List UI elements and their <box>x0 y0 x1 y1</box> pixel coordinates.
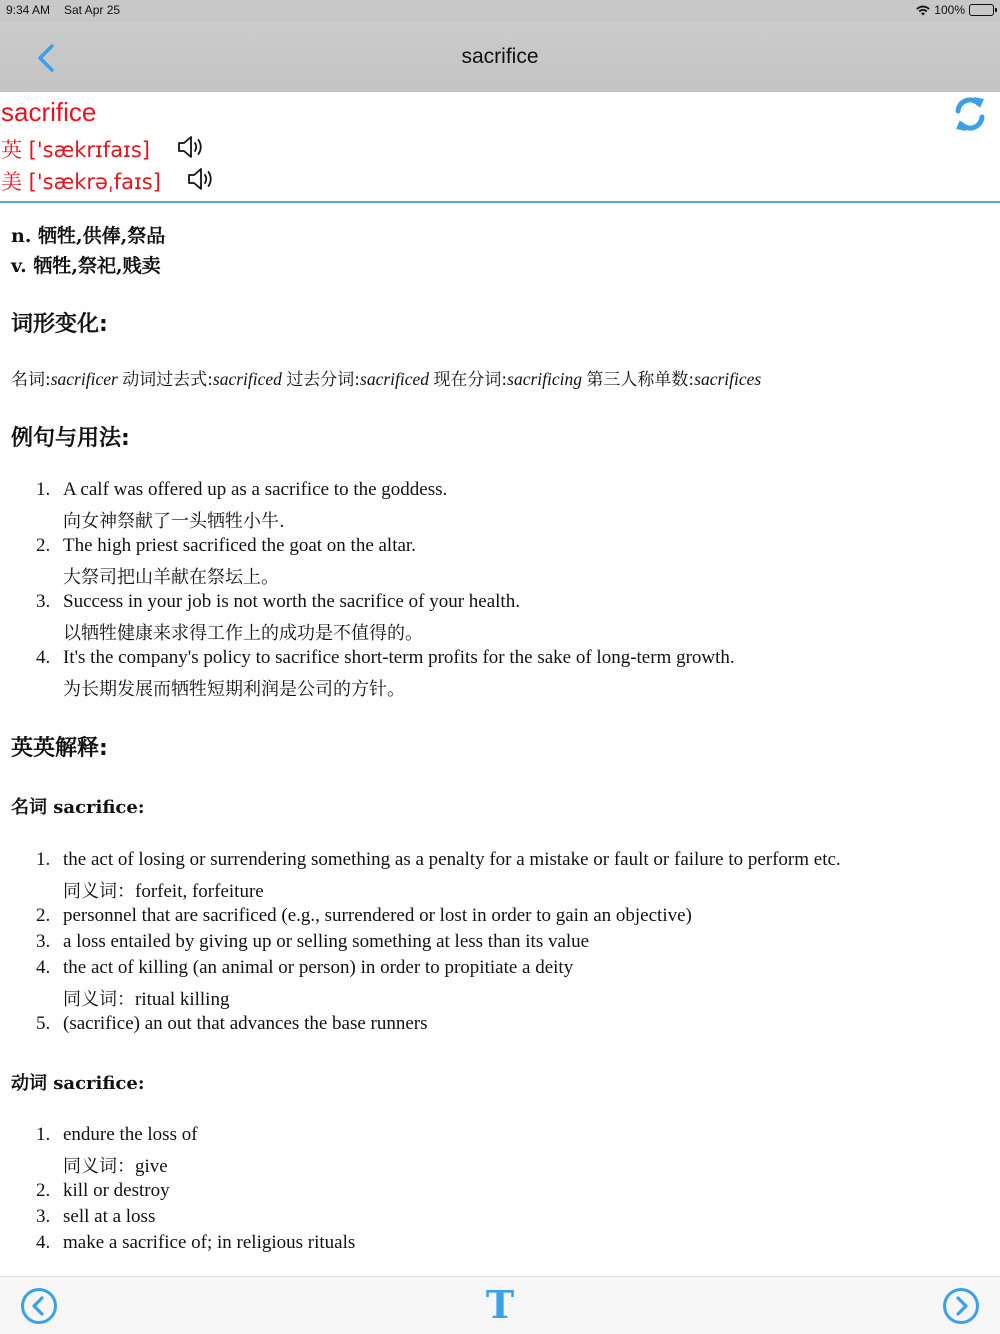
status-right <box>916 3 994 17</box>
example-zh: 为长期发展而牺牲短期利润是公司的方针。 <box>63 679 405 700</box>
headword: sacrifice <box>1 97 97 127</box>
example-en: A calf was offered up as a sacrifice to the goddess. <box>63 479 448 500</box>
form-label: 过去分词: <box>286 370 361 390</box>
sense-text: (sacrifice) an out that advances the base runners <box>63 1013 428 1034</box>
sense-text: endure the loss of <box>63 1124 198 1145</box>
verb-sense <box>36 1180 170 1202</box>
sense-text: personnel that are sacrificed (e.g., surrendered or lost in order to gain an objective) <box>63 905 692 926</box>
word-forms <box>11 365 761 390</box>
form-value: sacrifices <box>694 369 762 389</box>
example-en: It's the company's policy to sacrifice short-term profits for the sake of long-term growth. <box>63 647 735 668</box>
text-size-button[interactable]: T <box>485 1282 515 1327</box>
sense-text: a loss entailed by giving up or selling something at less than its value <box>63 931 590 952</box>
sense-text: the act of losing or surrendering something as a penalty for a mistake or fault or failure to perform etc. <box>63 849 841 870</box>
list-number: 2. <box>36 535 51 556</box>
synonym-label: 同义词： <box>63 881 135 902</box>
uk-pronunciation: 英 ['sækrɪfaɪs] <box>1 138 150 162</box>
synonym-value: ritual killing <box>135 989 230 1010</box>
uk-speaker-icon[interactable] <box>176 132 206 162</box>
status-bar <box>0 0 1000 22</box>
noun-sense <box>36 957 573 979</box>
sense-text: sell at a loss <box>63 1206 156 1227</box>
example-item <box>36 647 735 669</box>
list-number: 2. <box>36 905 51 926</box>
list-number: 3. <box>36 1206 51 1227</box>
list-number: 2. <box>36 1180 51 1201</box>
example-zh: 向女神祭献了一头牺牲小牛. <box>63 511 285 532</box>
verb-sense <box>36 1206 155 1228</box>
form-value: sacrificed <box>212 369 282 389</box>
form-label: 第三人称单数: <box>586 370 695 390</box>
english-section-title: 英英解释: <box>11 736 108 761</box>
form-value: sacrificer <box>50 369 118 389</box>
forms-section-title: 词形变化: <box>11 312 108 337</box>
list-number: 4. <box>36 957 51 978</box>
sense-text: make a sacrifice of; in religious rituals <box>63 1232 356 1253</box>
definition-verb: v. 牺牲,祭祀,贱卖 <box>11 255 161 277</box>
sense-text: the act of killing (an animal or person) in order to propitiate a deity <box>63 957 574 978</box>
us-pronunciation: 美 ['sækrəˌfaɪs] <box>1 170 161 194</box>
verb-subtitle: 动词 sacrifice: <box>11 1073 145 1094</box>
synonym-label: 同义词： <box>63 989 135 1010</box>
list-number: 1. <box>36 1124 51 1145</box>
noun-sense <box>36 931 589 953</box>
example-item <box>36 591 520 613</box>
synonym-line <box>63 985 229 1011</box>
example-zh: 以牺牲健康来求得工作上的成功是不值得的。 <box>63 623 423 644</box>
example-en: The high priest sacrificed the goat on the altar. <box>63 535 416 556</box>
list-number: 1. <box>36 849 51 870</box>
definition-noun: n. 牺牲,供俸,祭品 <box>11 225 166 247</box>
noun-subtitle: 名词 sacrifice: <box>11 797 145 818</box>
verb-sense <box>36 1232 355 1254</box>
next-word-icon[interactable] <box>942 1287 980 1325</box>
form-label: 现在分词: <box>433 370 508 390</box>
examples-section-title: 例句与用法: <box>11 426 130 451</box>
word-header <box>0 92 1000 203</box>
battery-icon <box>969 4 994 16</box>
status-date: Sat Apr 25 <box>64 3 121 17</box>
verb-sense <box>36 1124 198 1146</box>
form-value: sacrificing <box>507 369 583 389</box>
previous-word-icon[interactable] <box>20 1287 58 1325</box>
list-number: 1. <box>36 479 51 500</box>
nav-bar <box>0 22 1000 92</box>
sense-text: kill or destroy <box>63 1180 170 1201</box>
example-zh: 大祭司把山羊献在祭坛上。 <box>63 567 279 588</box>
list-number: 4. <box>36 1232 51 1253</box>
form-value: sacrificed <box>360 369 430 389</box>
noun-sense <box>36 849 841 871</box>
battery-percent: 100% <box>934 3 965 17</box>
list-number: 3. <box>36 931 51 952</box>
example-en: Success in your job is not worth the sacrifice of your health. <box>63 591 520 612</box>
example-item <box>36 479 447 501</box>
synonym-line <box>63 877 264 903</box>
synonym-line <box>63 1152 168 1178</box>
form-label: 动词过去式: <box>122 370 213 390</box>
refresh-icon[interactable] <box>952 95 988 133</box>
nav-title: sacrifice <box>461 45 539 68</box>
synonym-label: 同义词： <box>63 1156 135 1177</box>
wifi-icon <box>916 5 930 16</box>
synonym-value: forfeit, forfeiture <box>135 881 264 902</box>
example-item <box>36 535 416 557</box>
noun-sense <box>36 905 692 927</box>
list-number: 5. <box>36 1013 51 1034</box>
form-label: 名词: <box>11 370 51 390</box>
list-number: 4. <box>36 647 51 668</box>
bottom-toolbar <box>0 1276 1000 1334</box>
status-time: 9:34 AM <box>6 3 51 17</box>
synonym-value: give <box>135 1156 168 1177</box>
noun-sense <box>36 1013 428 1035</box>
list-number: 3. <box>36 591 51 612</box>
us-speaker-icon[interactable] <box>186 164 216 194</box>
dictionary-content <box>0 205 1000 1275</box>
